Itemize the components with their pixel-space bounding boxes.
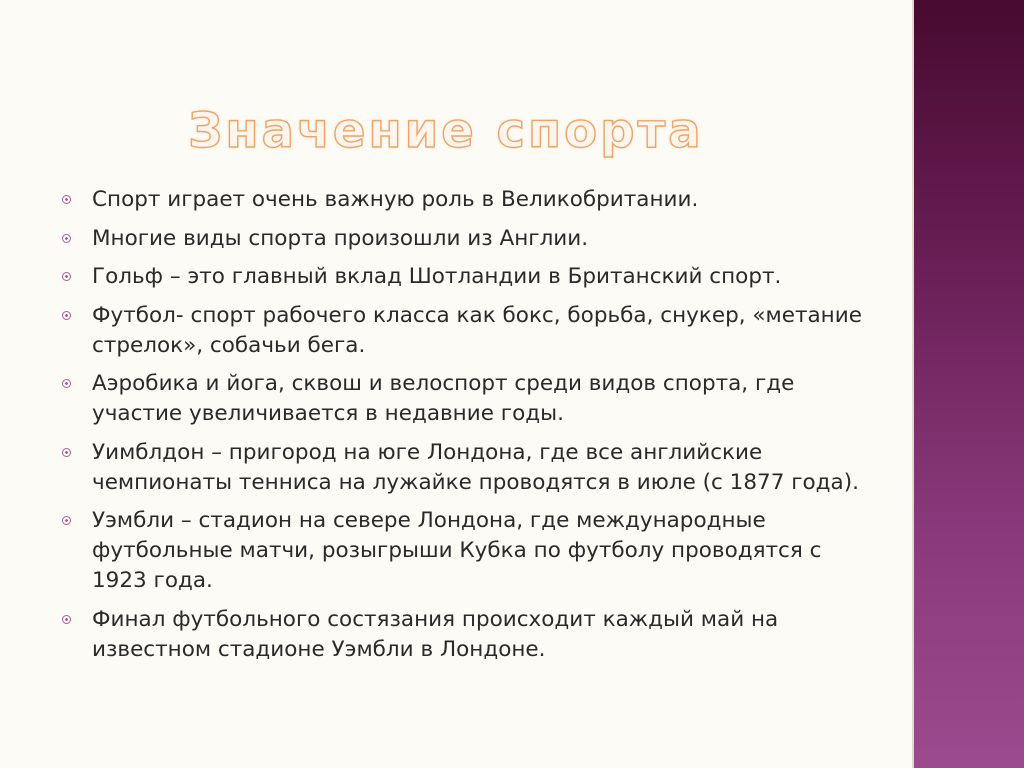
bullet-text: Финал футбольного состязания происходит каждый май на известном стадионе Уэмбли в Лондоне. [92, 606, 779, 662]
circle-bullet-icon [62, 311, 71, 320]
list-item [62, 369, 862, 429]
bullet-text: Уэмбли – стадион на севере Лондона, где международные футбольные матчи, розыгрыши Кубка по футболу проводятся с 1923 года. [92, 508, 822, 593]
circle-bullet-icon [62, 516, 71, 525]
list-item [62, 605, 862, 665]
bullet-text: Многие виды спорта произошли из Англии. [92, 225, 589, 251]
slide-title: Значение спорта [188, 103, 704, 159]
list-item [62, 185, 862, 215]
bullet-list [62, 185, 862, 673]
list-item [62, 224, 862, 254]
side-decoration-panel [914, 0, 1024, 768]
bullet-text: Спорт играет очень важную роль в Великобритании. [92, 187, 699, 212]
circle-bullet-icon [62, 448, 71, 457]
bullet-text: Футбол- спорт рабочего класса как бокс, борьба, снукер, «метание стрелок», собачьи бега. [92, 302, 862, 358]
bullet-text: Гольф – это главный вклад Шотландии в Британский спорт. [92, 264, 782, 289]
list-item [62, 301, 862, 361]
circle-bullet-icon [62, 272, 71, 281]
list-item [62, 438, 862, 498]
circle-bullet-icon [62, 615, 71, 624]
bullet-text: Аэробика и йога, сквош и велоспорт среди видов спорта, где участие увеличивается в недавние годы. [92, 371, 795, 426]
circle-bullet-icon [62, 379, 71, 388]
circle-bullet-icon [62, 234, 71, 243]
list-item [62, 262, 862, 292]
list-item [62, 506, 862, 596]
bullet-text: Уимблдон – пригород на юге Лондона, где все английские чемпионаты тенниса на лужайке проводятся в июле (с 1877 года). [92, 439, 859, 495]
circle-bullet-icon [62, 195, 71, 204]
